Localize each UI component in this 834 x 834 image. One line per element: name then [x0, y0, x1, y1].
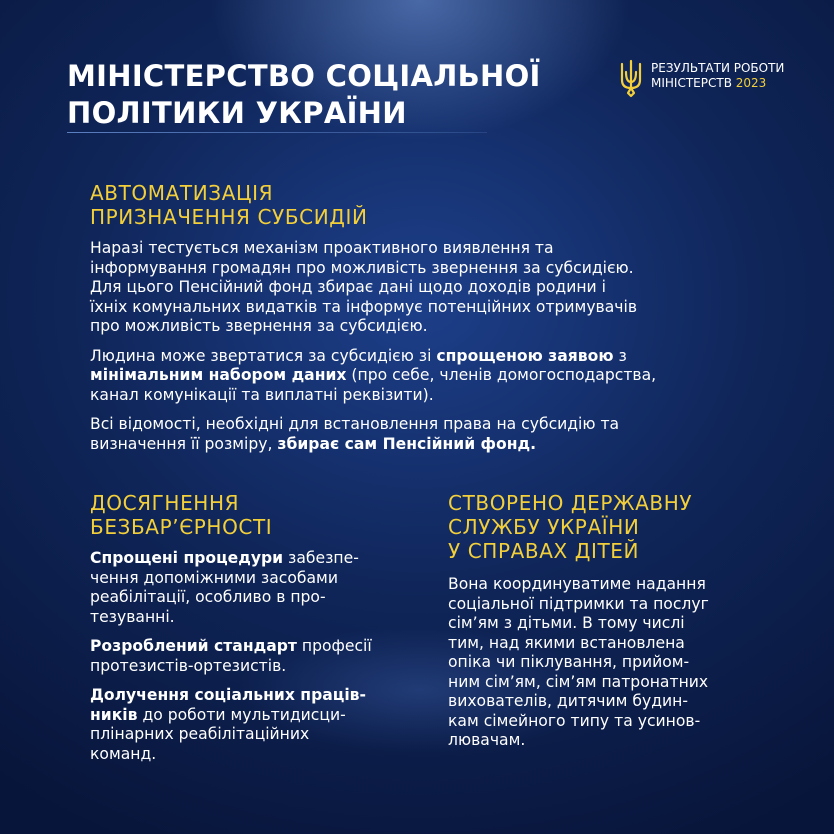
text-line: соціальної підтримки та послуг [448, 594, 709, 613]
heading-line: ДОСЯГНЕННЯ [90, 491, 240, 515]
text-line: реабілітації, особливо в про- [90, 588, 326, 606]
text-line: Наразі тестується механізм проактивного виявлення та [90, 239, 554, 257]
page-title [67, 58, 541, 132]
heading-line: АВТОМАТИЗАЦІЯ [90, 181, 274, 205]
text-line: плінарних реабілітаційних [90, 725, 310, 743]
heading-line: СТВОРЕНО ДЕРЖАВНУ [448, 491, 693, 515]
bold-fragment: Розроблений стандарт [90, 637, 297, 655]
text-line [90, 549, 420, 569]
bold-fragment: спрощеною заявою [436, 346, 614, 365]
text-line: сім’ям з дітьми. В тому числі [448, 614, 685, 632]
text-line: вихователів, дитячим будин- [448, 692, 688, 710]
badge-line: РЕЗУЛЬТАТИ РОБОТИ [651, 61, 785, 75]
section-heading [448, 491, 788, 563]
text-fragment: визначення її розміру, [90, 434, 278, 453]
text-line: інформування громадян про можливість звернення за субсидією. [90, 258, 634, 277]
badge-prefix: МІНІСТЕРСТВ [651, 76, 736, 90]
heading-line: У СПРАВАХ ДІТЕЙ [448, 539, 640, 563]
heading-line: БЕЗБАР’ЄРНОСТІ [90, 515, 273, 539]
paragraph [90, 347, 760, 406]
text-line: лювачам. [448, 731, 526, 749]
section-accessibility [90, 491, 420, 764]
text-line: Для цього Пенсійний фонд збирає дані щодо доходів родини і [90, 278, 606, 296]
trident-icon [618, 58, 644, 98]
paragraph [90, 686, 420, 764]
text-line: опіка чи піклування, прийом- [448, 653, 690, 671]
text-fragment: з [613, 346, 627, 365]
results-badge [651, 61, 784, 91]
bold-fragment: Долучення соціальних праців- [90, 686, 367, 704]
text-line [90, 347, 760, 367]
heading-line: СЛУЖБУ УКРАЇНИ [448, 515, 640, 539]
text-fragment: Людина може звертатися за субсидією зі [90, 346, 437, 365]
paragraph [448, 575, 788, 751]
title-line: МІНІСТЕРСТВО СОЦІАЛЬНОЇ [67, 59, 541, 93]
text-line: Всі відомості, необхідні для встановлення права на субсидію та [90, 415, 620, 433]
text-line: їхніх комунальних видатків та інформує потенційних отримувачів [90, 297, 638, 316]
text-line: ним сім’ям, сім’ям патронатних [448, 672, 709, 691]
bold-fragment: ників [90, 705, 138, 724]
text-line [90, 435, 760, 455]
text-line: тезуванні. [90, 607, 175, 626]
text-line: кам сімейного типу та усинов- [448, 711, 701, 730]
heading-line: ПРИЗНАЧЕННЯ СУБСИДІЙ [90, 205, 368, 229]
title-line: ПОЛІТИКИ УКРАЇНИ [67, 96, 407, 130]
text-fragment: забезпе- [283, 549, 359, 567]
paragraph [90, 415, 760, 454]
text-line: команд. [90, 744, 157, 763]
paragraph [90, 549, 420, 627]
bold-fragment: Спрощені процедури [90, 549, 284, 567]
section-children-service [448, 491, 788, 751]
text-fragment: (про себе, членів домогосподарства, [346, 366, 657, 384]
section-subsidies [90, 181, 760, 454]
paragraph [90, 637, 420, 676]
text-line: про можливість звернення за субсидією. [90, 317, 428, 335]
text-line: Вона координуватиме надання [448, 575, 706, 593]
text-line [90, 366, 760, 386]
text-line: протезистів-ортезистів. [90, 656, 287, 675]
text-line [90, 637, 420, 657]
text-line [90, 706, 420, 726]
text-fragment: до роботи мультидисци- [137, 705, 346, 724]
bold-fragment: мінімальним набором даних [90, 366, 347, 384]
section-heading [90, 491, 420, 539]
text-fragment: професії [296, 637, 372, 655]
badge-line [651, 76, 784, 91]
text-line: тим, над якими встановлена [448, 633, 685, 652]
badge-year: 2023 [735, 76, 767, 90]
text-line [90, 686, 420, 706]
text-line: канал комунікації та виплатні реквізити). [90, 385, 434, 404]
bold-fragment: збирає сам Пенсійний фонд. [277, 434, 537, 453]
section-heading [90, 181, 760, 229]
text-line: чення допоміжними засобами [90, 568, 338, 587]
title-underline [67, 132, 487, 133]
paragraph [90, 239, 760, 337]
